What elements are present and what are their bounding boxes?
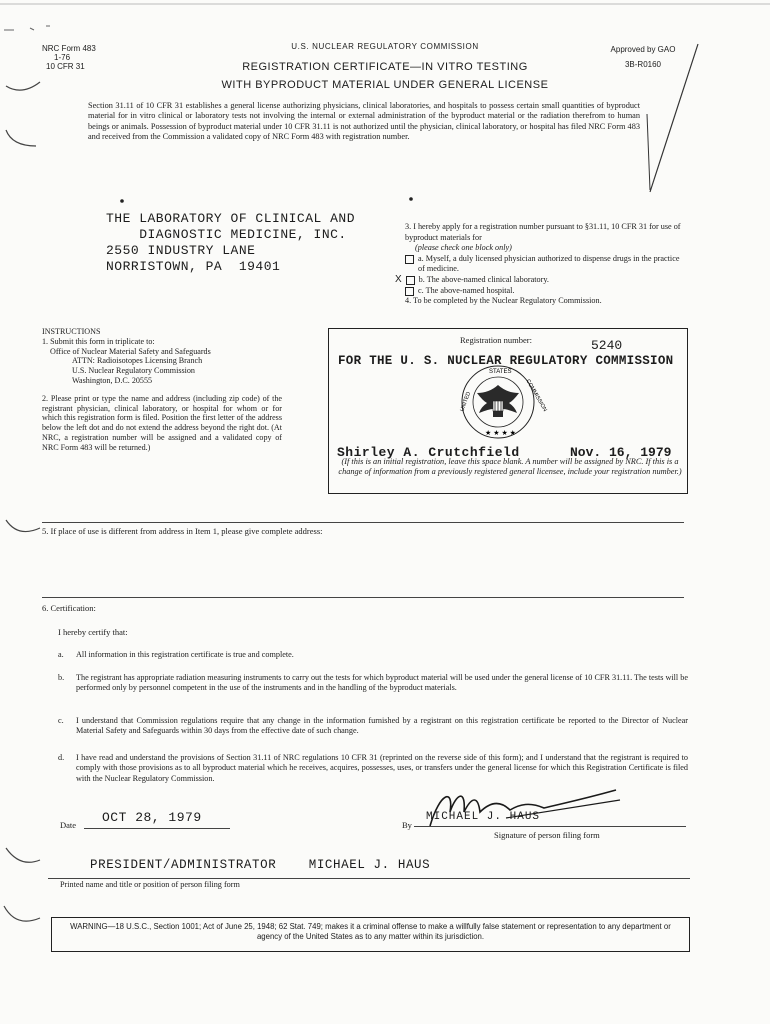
option-a-checkbox[interactable]: [405, 255, 414, 264]
option-a-row[interactable]: [405, 254, 687, 275]
warning-text: WARNING—18 U.S.C., Section 1001; Act of June 25, 1948; 62 Stat. 749; makes it a criminal offense to make a willfully false statement or representation to any department or agency of the United States as to any matter within its jurisdiction.: [70, 922, 671, 941]
registration-number: 5240: [591, 338, 623, 353]
option-c-label: c. The above-named hospital.: [418, 285, 515, 295]
registration-box-note: (If this is an initial registration, leave this space blank. A number will be assigned by NRC. If this is a change of information from a previously registered general licensee, include your registration number.): [338, 457, 682, 477]
nrc-seal-icon: [459, 363, 548, 441]
option-b-label: b. The above-named clinical laboratory.: [418, 274, 549, 284]
form-date: 1-76: [54, 53, 71, 62]
step1-addr3: U.S. Nuclear Regulatory Commission: [72, 366, 195, 376]
instruction-step1: 1. Submit this form in triplicate to:: [42, 336, 155, 346]
agency-name: U.S. NUCLEAR REGULATORY COMMISSION: [291, 42, 479, 51]
certify-intro: I hereby certify that:: [58, 627, 128, 637]
option-b-row[interactable]: [395, 273, 687, 286]
registrant-line2: DIAGNOSTIC MEDICINE, INC.: [106, 227, 347, 242]
instructions-block: [42, 327, 282, 453]
nrc-signer: Shirley A. Crutchfield: [337, 445, 520, 460]
option-c-row[interactable]: [405, 286, 687, 297]
registration-number-label: Registration number:: [460, 335, 533, 345]
cert-a-text: All information in this registration certificate is true and complete.: [76, 650, 294, 659]
divider-item6: [42, 597, 684, 598]
nrc-sign-date: Nov. 16, 1979: [570, 445, 672, 460]
registrant-line3: 2550 INDUSTRY LANE: [106, 243, 256, 258]
option-c-checkbox[interactable]: [405, 287, 414, 296]
approved-by: Approved by GAO: [610, 45, 676, 54]
step1-addr2: ATTN: Radioisotopes Licensing Branch: [72, 356, 203, 366]
svg-text:★ ★ ★ ★: ★ ★ ★ ★: [485, 430, 516, 437]
cert-b-text: The registrant has appropriate radiation measuring instruments to carry out the tests for which byproduct material will be used under the general license of 10 CFR 31.11. The tests will be performed only by personnel competent in the use of the instruments and in the handling of the byproduct materials.: [76, 673, 688, 693]
signature-caption: Signature of person filing form: [494, 830, 600, 840]
seal-text-right: COMMISSION: [524, 378, 548, 413]
divider-item5: [42, 522, 684, 523]
cert-item-b: b. The registrant has appropriate radiation measuring instruments to carry out the tests for which byproduct material will be used under the general license of 10 CFR 31.11. The tests will be performed only by personnel competent in the use of the instruments and in the handling of the byproduct materials.: [58, 673, 688, 693]
signature-line: [414, 826, 686, 827]
item4-label: 4. To be completed by the Nuclear Regulatory Commission.: [405, 296, 602, 306]
handwritten-signature: [420, 782, 640, 832]
form-title-line1: REGISTRATION CERTIFICATE—IN VITRO TESTING: [242, 61, 528, 73]
cert-d-text: I have read and understand the provisions of Section 31.11 of NRC regulations 10 CFR 31 (reprinted on the reverse side of this form); and I understand that the registrant is required to comply with those provisions as to all byproduct material which he receives, acquires, possesses, uses, or transfers under the general license for which this Registration Certificate is filed with the Nuclear Regulatory Commission.: [76, 753, 688, 783]
for-commission-stamp: FOR THE U. S. NUCLEAR REGULATORY COMMISSION: [338, 354, 674, 368]
date-label: Date: [60, 820, 77, 830]
printed-line: [48, 878, 690, 879]
date-value[interactable]: OCT 28, 1979: [102, 810, 202, 825]
item3-application: [395, 222, 687, 307]
form-id: NRC Form 483: [42, 44, 96, 53]
item5-label: 5. If place of use is different from address in Item 1, please give complete address:: [42, 526, 323, 536]
cert-item-a: a. All information in this registration certificate is true and complete.: [58, 650, 294, 659]
printed-title: PRESIDENT/ADMINISTRATOR: [90, 858, 277, 872]
registrant-line1: THE LABORATORY OF CLINICAL AND: [106, 211, 356, 226]
option-b-checkbox[interactable]: [406, 276, 415, 285]
printed-name: MICHAEL J. HAUS: [308, 858, 431, 872]
step1-addr1: Office of Nuclear Material Safety and Safeguards: [50, 346, 211, 356]
approval-number: 3B-R0160: [624, 60, 662, 69]
printed-caption: Printed name and title or position of person filing form: [60, 880, 240, 889]
instruction-step2: 2. Please print or type the name and address (including zip code) of the registrant physician, clinical laboratory, or hospital for whom or for which this registration form is filed. Position the first letter of the address below the left dot and do not extend the address beyond the right dot. (At NRC, a registration number will be assigned and a validated copy of NRC Form 483 will be returned.): [42, 393, 282, 452]
registrant-address: [106, 211, 355, 275]
date-line: [84, 828, 230, 829]
by-value[interactable]: MICHAEL J. HAUS: [426, 811, 541, 823]
step1-addr4: Washington, D.C. 20555: [72, 375, 153, 385]
instructions-heading: INSTRUCTIONS: [42, 327, 101, 336]
cfr-ref: 10 CFR 31: [46, 62, 85, 71]
printed-name-title[interactable]: [90, 858, 430, 872]
option-a-label: a. Myself, a duly licensed physician authorized to dispense drugs in the practice of medicine.: [418, 253, 680, 274]
item3-intro: 3. I hereby apply for a registration number pursuant to §31.11, 10 CFR 31 for use of byproduct materials for: [405, 222, 681, 242]
selected-x-mark: X: [395, 273, 402, 285]
item3-instruction: (please check one block only): [415, 243, 512, 253]
intro-paragraph: Section 31.11 of 10 CFR 31 establishes a general license authorizing physicians, clinical laboratories, and hospitals to possess certain small quantities of byproduct material for in vitro clinical or laboratory tests not involving the internal or external administration of the byproduct material or the radiation therefrom to human beings or animals. Possession of byproduct material under 10 CFR 31.11 is not authorized until the physician, clinical laboratory, or hospital has filed NRC Form 483 and received from the Commission a validated copy of NRC Form 483 with registration number.: [88, 101, 640, 142]
form-title-line2: WITH BYPRODUCT MATERIAL UNDER GENERAL LICENSE: [221, 79, 549, 91]
by-label: By: [402, 820, 412, 830]
cert-c-text: I understand that Commission regulations require that any change in the information furnished by a registrant on this registration certificate be reported to the Director of Nuclear Material Safety and Safeguards within 30 days from the effective date of such change.: [76, 716, 688, 736]
seal-text-left: UNITED: [459, 391, 473, 413]
registrant-line4: NORRISTOWN, PA 19401: [106, 259, 281, 274]
warning-box: [51, 917, 690, 952]
cert-item-c: c. I understand that Commission regulations require that any change in the information furnished by a registrant on this registration certificate be reported to the Director of Nuclear Material Safety and Safeguards within 30 days from the effective date of such change.: [58, 716, 688, 736]
item6-label: 6. Certification:: [42, 603, 96, 613]
seal-text-top: STATES: [489, 369, 512, 375]
cert-item-d: d. I have read and understand the provisions of Section 31.11 of NRC regulations 10 CFR 31 (reprinted on the reverse side of this form); and I understand that the registrant is required to comply with those provisions as to all byproduct material which he receives, acquires, possesses, uses, or transfers under the general license for which this Registration Certificate is filed with the Nuclear Regulatory Commission.: [58, 753, 688, 783]
